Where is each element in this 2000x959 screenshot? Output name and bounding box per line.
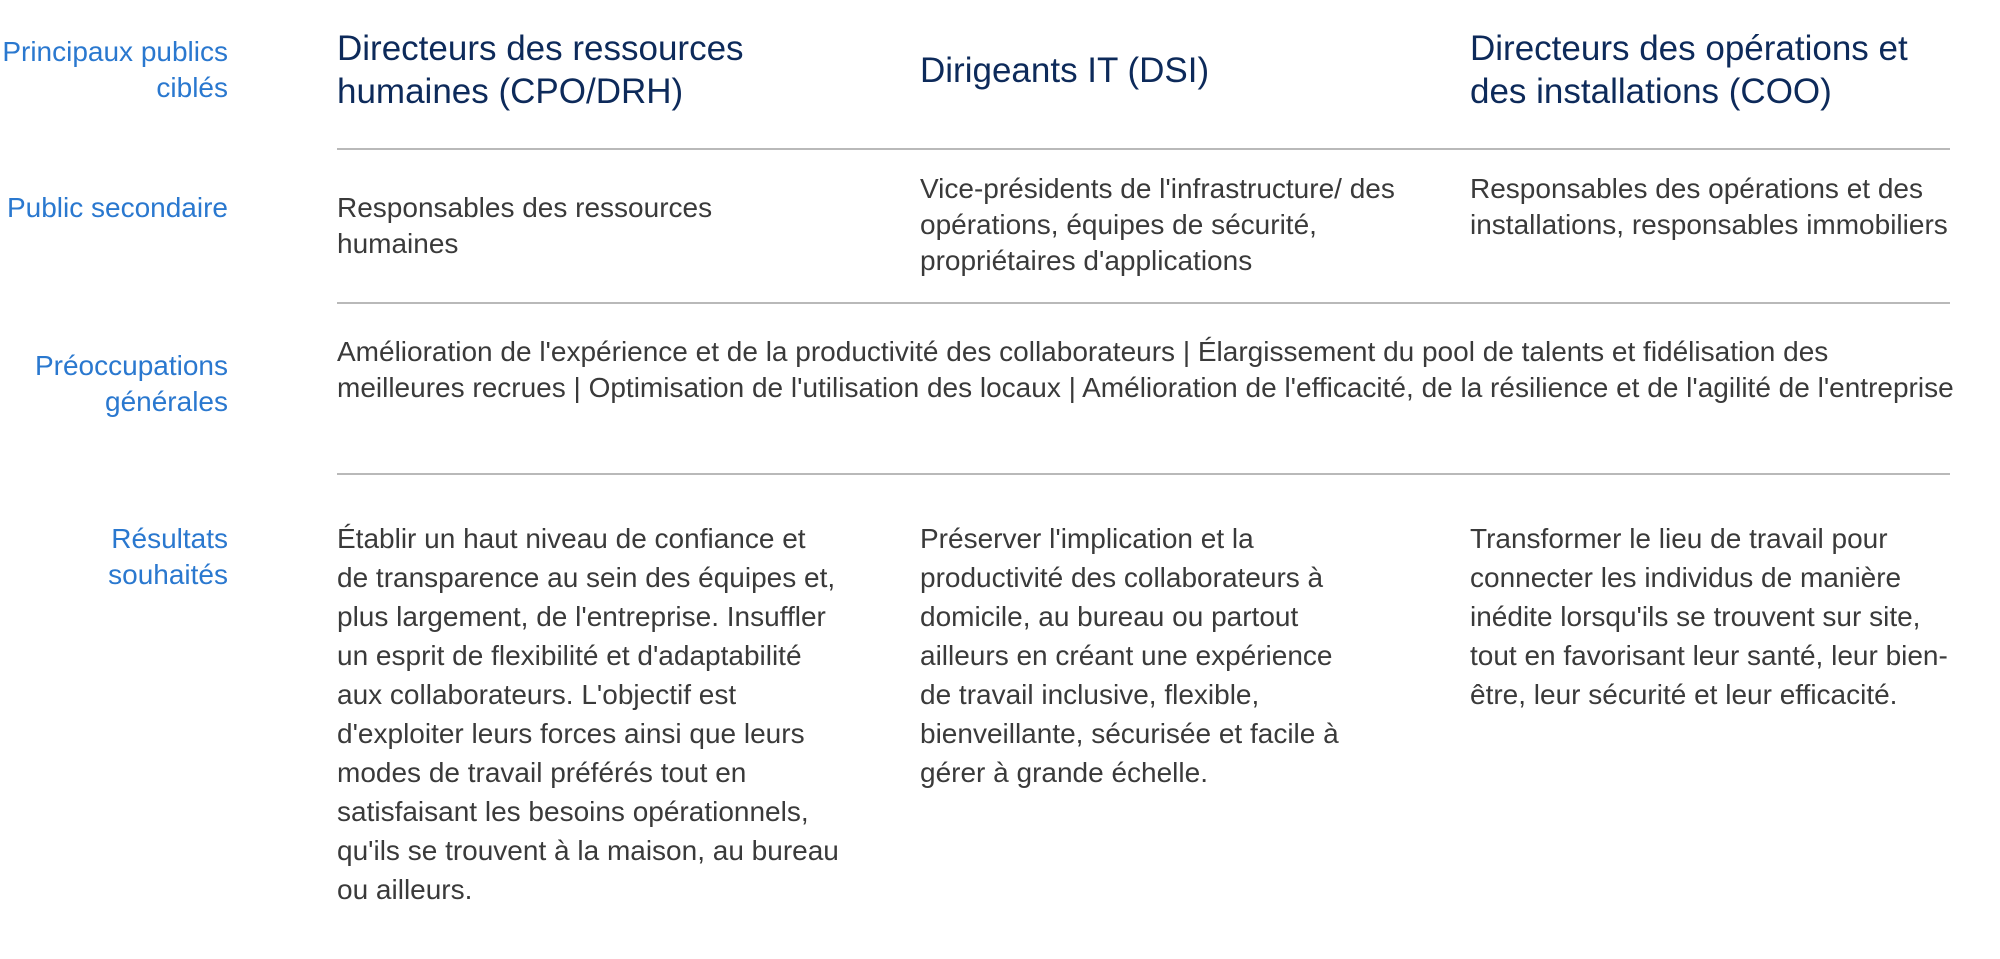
row-label-primary-audiences: Principaux publics ciblés: [2, 36, 228, 103]
header-cpo-drh: Directeurs des ressources humaines (CPO/DRH): [337, 29, 744, 111]
secondary-ops: Responsables des opérations et des installations, responsables immobiliers: [1470, 173, 1948, 240]
row-label-secondary-audience: Public secondaire: [6, 192, 228, 223]
secondary-it: Vice-présidents de l'infrastructure/ des opérations, équipes de sécurité, propriétaires d'applications: [920, 173, 1395, 276]
outcome-it: Préserver l'implication et la productivité des collaborateurs à domicile, au bureau ou partout ailleurs en créant une expérience de travail inclusive, flexible, bienveillante, sécurisée et facile à gérer à grande échelle.: [920, 523, 1339, 788]
divider-3: [337, 473, 1950, 475]
header-coo: Directeurs des opérations et des installations (COO): [1470, 29, 1908, 111]
divider-2: [337, 302, 1950, 304]
outcome-hr: Établir un haut niveau de confiance et de transparence au sein des équipes et, plus largement, de l'entreprise. Insuffler un esprit de flexibilité et d'adaptabilité aux collaborateurs. L'objectif est d'exploiter leurs forces ainsi que leurs modes de travail préférés tout en satisfaisant les besoins opérationnels, qu'ils se trouvent à la maison, au bureau ou ailleurs.: [337, 523, 839, 905]
header-dsi: Dirigeants IT (DSI): [920, 51, 1210, 90]
secondary-hr: Responsables des ressources humaines: [337, 192, 713, 259]
divider-1: [337, 148, 1950, 150]
row-label-desired-outcomes: Résultats souhaités: [108, 523, 228, 590]
row-label-general-concerns: Préoccupations générales: [34, 350, 228, 417]
general-concerns-text: Amélioration de l'expérience et de la productivité des collaborateurs | Élargissement du pool de talents et fidélisation des meilleures recrues | Optimisation de l'utilisation des locaux | Amélioration de l'efficacité, de la résilience et de l'agilité de l'entreprise: [337, 336, 1954, 403]
outcome-ops: Transformer le lieu de travail pour connecter les individus de manière inédite lorsqu'ils se trouvent sur site, tout en favorisant leur santé, leur bien-être, leur sécurité et leur efficacité.: [1470, 523, 1948, 710]
